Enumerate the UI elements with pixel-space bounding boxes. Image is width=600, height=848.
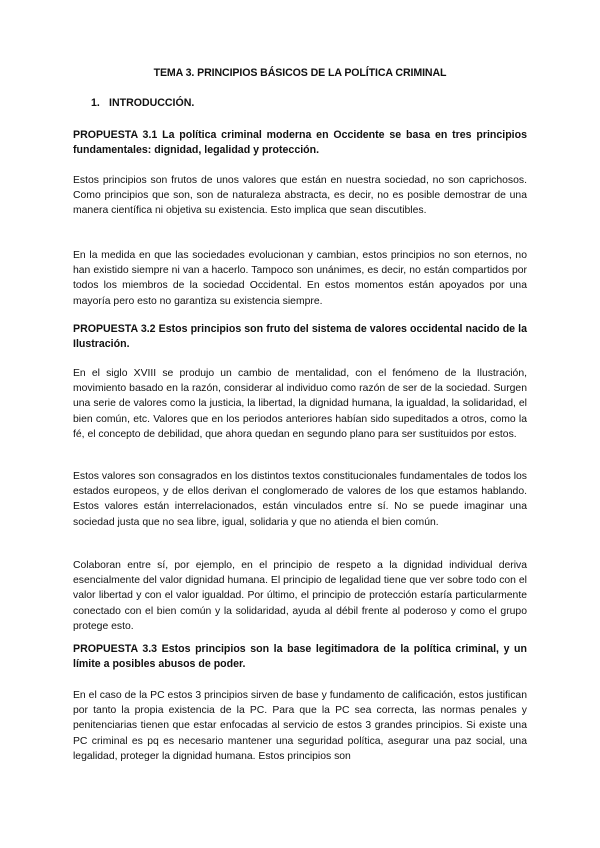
proposition-3-1: PROPUESTA 3.1 La política criminal moderna en Occidente se basa en tres principios fundamentales: dignidad, legalidad y protección. <box>73 129 527 157</box>
paragraph-6: En el caso de la PC estos 3 principios sirven de base y fundamento de calificación, estos justifican por tanto la propia existencia de la PC. Para que la PC sea correcta, las normas penales y penitenciarias tienen que estar enfocadas al servicio de estos 3 grandes principios. Si existe una PC criminal es pq es necesario mantener una seguridad política, asegurar una paz social, una legalidad, proteger la dignidad humana. Estos principios son <box>73 690 527 762</box>
document-title: TEMA 3. PRINCIPIOS BÁSICOS DE LA POLÍTICA CRIMINAL <box>153 67 447 79</box>
paragraph-3: En el siglo XVIII se produjo un cambio de mentalidad, con el fenómeno de la Ilustración, movimiento basado en la razón, considerar al individuo como razón de ser de la sociedad. Surgen una serie de valores como la justicia, la libertad, la dignidad humana, la igualdad, la solidaridad, el bien común, etc. Valores que en los periodos anteriores habían sido supeditados a otros, como la fé, el concepto de debilidad, que ahora quedan en segundo plano para ser sustituidos por estos. <box>73 368 527 440</box>
proposition-3-2: PROPUESTA 3.2 Estos principios son fruto del sistema de valores occidental nacido de la Ilustración. <box>73 323 527 351</box>
section-title: INTRODUCCIÓN. <box>109 97 195 109</box>
paragraph-5: Colaboran entre sí, por ejemplo, en el principio de respeto a la dignidad individual deriva esencialmente del valor dignidad humana. El principio de legalidad tiene que ver sobre todo con el valor libertad y con el valor igualdad. Por último, el principio de protección estaría particularmente conectado con el bien común y la solidaridad, ayuda al débil frente al poderoso y como el grupo protege esto. <box>73 560 527 632</box>
paragraph-2: En la medida en que las sociedades evolucionan y cambian, estos principios no son eternos, no han existido siempre ni van a hacerlo. Tampoco son unánimes, es decir, no están compartidos por todos los miembros de la sociedad Occidental. En estos momentos están apoyados por una mayoría pero esto no garantiza su existencia siempre. <box>73 250 527 307</box>
paragraph-1: Estos principios son frutos de unos valores que están en nuestra sociedad, no son caprichosos. Como principios que son, son de naturaleza abstracta, es decir, no es posible demostrar de una manera científica ni objetiva su existencia. Esto implica que sean discutibles. <box>73 175 527 217</box>
section-heading <box>91 96 194 111</box>
section-number: 1. <box>91 97 100 109</box>
proposition-3-3: PROPUESTA 3.3 Estos principios son la base legitimadora de la política criminal, y un límite a posibles abusos de poder. <box>73 643 527 671</box>
paragraph-4: Estos valores son consagrados en los distintos textos constitucionales fundamentales de todos los estados europeos, y de ellos derivan el conglomerado de valores de los que estamos hablando. Estos valores están interrelacionados, están vinculados entre sí. No se puede imaginar una sociedad justa que no sea libre, igual, solidaria y que no atienda el bien común. <box>73 471 527 528</box>
